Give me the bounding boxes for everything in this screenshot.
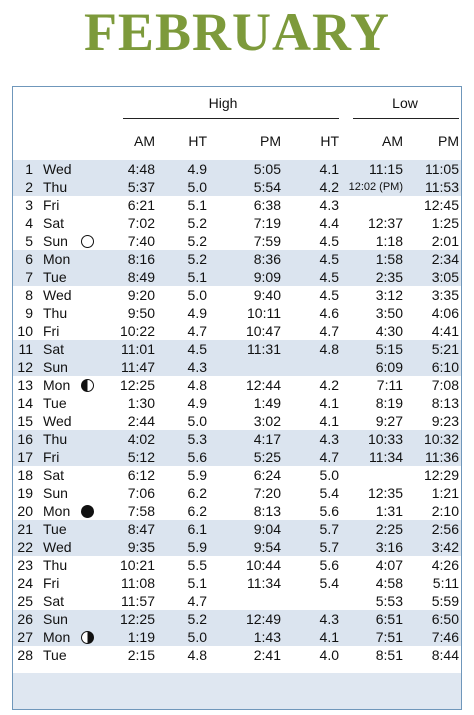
low-tide-am: 5:53: [375, 593, 403, 609]
low-tide-pm: 4:06: [431, 305, 459, 321]
low-tide-pm: 2:01: [431, 233, 459, 249]
first-moon-icon: [81, 631, 94, 644]
high-tide-pm-height: 4.7: [319, 323, 339, 339]
table-row: [13, 232, 461, 250]
col-high-am-ht: HT: [188, 133, 207, 149]
high-tide-am: 6:12: [127, 467, 155, 483]
high-tide-am-height: 5.2: [187, 251, 207, 267]
low-tide-am: 6:51: [375, 611, 403, 627]
low-tide-am: 2:25: [375, 521, 403, 537]
row-day: 5: [25, 233, 33, 249]
high-tide-pm: 9:09: [253, 269, 281, 285]
row-day: 22: [17, 539, 33, 555]
low-tide-am: 3:50: [375, 305, 403, 321]
col-low-am: AM: [382, 133, 403, 149]
table-row: [13, 160, 461, 178]
new-moon-icon: [81, 505, 94, 518]
high-tide-am: 4:02: [127, 431, 155, 447]
row-day: 13: [17, 377, 33, 393]
row-weekday: Mon: [43, 629, 71, 645]
high-tide-pm: 7:59: [253, 233, 281, 249]
row-weekday: Sun: [43, 359, 68, 375]
row-day: 4: [25, 215, 33, 231]
row-weekday: Sat: [43, 593, 65, 609]
high-tide-am-height: 5.2: [187, 215, 207, 231]
table-row: [13, 358, 461, 376]
low-tide-am: 7:11: [376, 377, 403, 393]
high-tide-am: 8:49: [127, 269, 155, 285]
high-tide-am: 9:20: [127, 287, 155, 303]
table-row: [13, 520, 461, 538]
high-group-header: High: [208, 95, 238, 111]
high-tide-pm: 10:47: [245, 323, 281, 339]
low-tide-pm: 11:05: [425, 161, 459, 177]
high-tide-am: 11:08: [121, 575, 155, 591]
high-tide-am-height: 5.5: [187, 557, 207, 573]
high-tide-am-height: 5.1: [187, 269, 207, 285]
row-weekday: Mon: [43, 377, 71, 393]
high-tide-pm: 9:04: [253, 521, 281, 537]
table-row: [13, 340, 461, 358]
low-tide-am: 3:16: [375, 539, 403, 555]
low-tide-pm: 5:11: [432, 575, 459, 591]
high-tide-pm: 6:24: [253, 467, 281, 483]
low-tide-pm: 9:23: [431, 413, 459, 429]
low-tide-pm: 6:50: [431, 611, 459, 627]
high-tide-pm: 5:05: [253, 161, 281, 177]
row-day: 15: [17, 413, 33, 429]
high-tide-am-height: 5.0: [187, 629, 207, 645]
high-tide-am: 8:16: [127, 251, 155, 267]
row-day: 26: [17, 611, 33, 627]
row-day: 11: [18, 341, 33, 357]
low-tide-am: 5:15: [375, 341, 403, 357]
col-low-pm: PM: [438, 133, 459, 149]
high-tide-pm: 4:17: [253, 431, 281, 447]
low-tide-pm: 2:56: [431, 521, 459, 537]
row-day: 7: [25, 269, 33, 285]
high-tide-am: 1:30: [127, 395, 155, 411]
row-weekday: Sun: [43, 485, 68, 501]
high-tide-am-height: 4.9: [187, 305, 207, 321]
high-tide-pm-height: 4.6: [319, 305, 339, 321]
row-weekday: Fri: [43, 323, 60, 339]
high-tide-pm-height: 4.5: [319, 287, 339, 303]
row-day: 17: [17, 449, 33, 465]
high-tide-am: 12:25: [119, 611, 155, 627]
low-group-header: Low: [392, 95, 418, 111]
last-moon-icon: [81, 379, 94, 392]
table-row: [13, 502, 461, 520]
high-tide-am: 8:47: [127, 521, 155, 537]
row-weekday: Sun: [43, 233, 68, 249]
high-tide-am: 11:47: [121, 359, 155, 375]
high-tide-pm: 10:11: [247, 305, 281, 321]
row-day: 9: [25, 305, 33, 321]
high-tide-am: 7:02: [127, 215, 155, 231]
high-tide-pm-height: 5.6: [319, 557, 339, 573]
row-day: 19: [17, 485, 33, 501]
row-weekday: Fri: [43, 575, 60, 591]
high-tide-am: 1:19: [127, 629, 155, 645]
low-tide-pm: 3:05: [431, 269, 459, 285]
high-tide-am-height: 6.1: [187, 521, 207, 537]
high-tide-pm: 10:44: [245, 557, 281, 573]
high-tide-pm-height: 5.4: [319, 575, 339, 591]
low-tide-am: 9:27: [375, 413, 403, 429]
high-tide-pm-height: 4.4: [319, 215, 339, 231]
table-row: [13, 646, 461, 664]
high-tide-am-height: 5.9: [187, 467, 207, 483]
low-tide-am: 6:09: [375, 359, 403, 375]
table-row: [13, 250, 461, 268]
high-tide-am: 7:06: [127, 485, 155, 501]
high-tide-pm-height: 4.3: [319, 197, 339, 213]
low-tide-am: 1:18: [375, 233, 403, 249]
row-day: 6: [25, 251, 33, 267]
row-weekday: Thu: [43, 431, 68, 447]
table-row: [13, 286, 461, 304]
low-tide-pm: 2:34: [431, 251, 459, 267]
high-tide-am-height: 5.0: [187, 413, 207, 429]
high-tide-am: 10:22: [119, 323, 155, 339]
low-tide-am: 7:51: [375, 629, 403, 645]
high-tide-am: 4:48: [127, 161, 155, 177]
low-tide-am: 10:33: [367, 431, 403, 447]
low-tide-pm: 3:35: [431, 287, 459, 303]
row-weekday: Tue: [43, 521, 67, 537]
table-row: [13, 610, 461, 628]
low-tide-am: 12:35: [367, 485, 403, 501]
row-weekday: Wed: [43, 161, 72, 177]
low-tide-am: 2:35: [375, 269, 403, 285]
high-tide-pm: 1:49: [253, 395, 281, 411]
full-moon-icon: [81, 235, 94, 248]
tide-table: [12, 86, 462, 710]
high-tide-am: 9:50: [127, 305, 155, 321]
high-tide-am-height: 4.8: [187, 377, 207, 393]
low-tide-am: 8:19: [375, 395, 403, 411]
low-tide-pm: 6:10: [431, 359, 459, 375]
high-tide-pm-height: 4.2: [319, 179, 339, 195]
page-title: FEBRUARY: [83, 2, 391, 62]
high-tide-pm: 5:25: [253, 449, 281, 465]
table-row: [13, 430, 461, 448]
table-row: [13, 538, 461, 556]
table-row: [13, 412, 461, 430]
high-tide-pm: 12:44: [245, 377, 281, 393]
high-tide-am: 5:37: [127, 179, 155, 195]
table-row: [13, 178, 461, 196]
high-tide-pm-height: 4.5: [319, 251, 339, 267]
low-tide-pm: 11:53: [425, 179, 459, 195]
row-day: 16: [17, 431, 33, 447]
table-row: [13, 592, 461, 610]
low-tide-pm: 11:36: [425, 449, 459, 465]
row-weekday: Thu: [43, 557, 68, 573]
high-tide-am: 7:40: [127, 233, 155, 249]
row-day: 18: [17, 467, 33, 483]
row-weekday: Sat: [43, 467, 65, 483]
high-tide-pm: 8:36: [253, 251, 281, 267]
high-tide-am: 2:44: [127, 413, 155, 429]
high-divider: [123, 118, 339, 119]
high-tide-am: 6:21: [127, 197, 155, 213]
high-tide-pm-height: 5.7: [319, 539, 339, 555]
row-day: 3: [25, 197, 33, 213]
table-row: [13, 304, 461, 322]
high-tide-pm-height: 5.6: [319, 503, 339, 519]
row-weekday: Mon: [43, 503, 71, 519]
high-tide-pm: 6:38: [253, 197, 281, 213]
low-tide-am: 4:30: [375, 323, 403, 339]
high-tide-pm: 11:34: [247, 575, 281, 591]
high-tide-pm: 12:49: [245, 611, 281, 627]
low-tide-pm: 3:42: [431, 539, 459, 555]
table-row: [13, 394, 461, 412]
low-tide-pm: 5:59: [431, 593, 459, 609]
row-weekday: Fri: [43, 449, 60, 465]
col-high-pm-ht: HT: [320, 133, 339, 149]
high-tide-am-height: 4.8: [187, 647, 207, 663]
row-weekday: Wed: [43, 539, 72, 555]
row-day: 20: [17, 503, 33, 519]
low-tide-am: 12:37: [367, 215, 403, 231]
high-tide-pm: 9:54: [253, 539, 281, 555]
high-tide-pm-height: 4.2: [319, 377, 339, 393]
high-tide-pm-height: 4.1: [319, 161, 339, 177]
high-tide-am: 9:35: [127, 539, 155, 555]
high-tide-pm: 3:02: [253, 413, 281, 429]
col-high-pm: PM: [260, 133, 281, 149]
low-tide-pm: 12:45: [423, 197, 459, 213]
row-weekday: Tue: [43, 395, 67, 411]
row-day: 8: [25, 287, 33, 303]
low-tide-pm: 7:46: [431, 629, 459, 645]
row-day: 1: [25, 161, 33, 177]
high-tide-am-height: 4.7: [187, 323, 207, 339]
high-tide-pm-height: 5.0: [319, 467, 339, 483]
low-tide-pm: 1:25: [431, 215, 459, 231]
high-tide-am: 2:15: [127, 647, 155, 663]
row-weekday: Sat: [43, 215, 65, 231]
high-tide-am-height: 6.2: [187, 503, 207, 519]
row-day: 25: [17, 593, 33, 609]
low-tide-am: 11:15: [369, 161, 403, 177]
table-row: [13, 196, 461, 214]
high-tide-pm-height: 4.0: [319, 647, 339, 663]
low-tide-am: 4:07: [375, 557, 403, 573]
high-tide-pm: 7:20: [253, 485, 281, 501]
table-row: [13, 376, 461, 394]
high-tide-am-height: 5.3: [187, 431, 207, 447]
high-tide-pm-height: 4.1: [319, 413, 339, 429]
footer-band: [13, 673, 461, 709]
high-tide-am: 7:58: [127, 503, 155, 519]
low-tide-am: 1:58: [375, 251, 403, 267]
row-weekday: Sat: [43, 341, 65, 357]
low-divider: [353, 118, 459, 119]
high-tide-pm: 9:40: [253, 287, 281, 303]
row-day: 14: [17, 395, 33, 411]
row-weekday: Tue: [43, 647, 67, 663]
high-tide-pm-height: 4.5: [319, 269, 339, 285]
high-tide-pm: 7:19: [253, 215, 281, 231]
high-tide-am-height: 6.2: [187, 485, 207, 501]
high-tide-pm: 11:31: [247, 341, 281, 357]
high-tide-am: 11:01: [121, 341, 155, 357]
high-tide-am-height: 4.5: [187, 341, 207, 357]
high-tide-pm-height: 4.3: [319, 611, 339, 627]
high-tide-pm: 5:54: [253, 179, 281, 195]
table-row: [13, 574, 461, 592]
high-tide-pm: 2:41: [253, 647, 281, 663]
low-tide-am: 4:58: [375, 575, 403, 591]
table-row: [13, 268, 461, 286]
low-tide-am: 3:12: [375, 287, 403, 303]
high-tide-pm-height: 4.1: [319, 395, 339, 411]
row-weekday: Sun: [43, 611, 68, 627]
high-tide-am-height: 4.7: [187, 593, 207, 609]
low-tide-pm: 4:41: [431, 323, 459, 339]
row-weekday: Wed: [43, 413, 72, 429]
high-tide-am-height: 5.6: [187, 449, 207, 465]
low-tide-am: 11:34: [369, 449, 403, 465]
low-tide-pm: 4:26: [431, 557, 459, 573]
high-tide-am-height: 5.2: [187, 611, 207, 627]
high-tide-pm-height: 5.4: [319, 485, 339, 501]
row-day: 28: [17, 647, 33, 663]
low-tide-pm: 7:08: [431, 377, 459, 393]
row-day: 23: [17, 557, 33, 573]
low-tide-am: 1:31: [375, 503, 403, 519]
high-tide-am-height: 5.1: [187, 197, 207, 213]
row-weekday: Thu: [43, 305, 68, 321]
low-tide-pm: 12:29: [423, 467, 459, 483]
low-tide-pm: 5:21: [431, 341, 459, 357]
high-tide-am-height: 4.3: [187, 359, 207, 375]
high-tide-am: 11:57: [121, 593, 155, 609]
row-weekday: Tue: [43, 269, 67, 285]
high-tide-am: 12:25: [119, 377, 155, 393]
high-tide-pm-height: 4.8: [319, 341, 339, 357]
high-tide-am-height: 5.9: [187, 539, 207, 555]
row-day: 24: [17, 575, 33, 591]
table-row: [13, 214, 461, 232]
high-tide-pm: 8:13: [253, 503, 281, 519]
low-tide-pm: 2:10: [431, 503, 459, 519]
low-tide-pm: 8:44: [431, 647, 459, 663]
high-tide-am: 5:12: [127, 449, 155, 465]
low-tide-pm: 10:32: [423, 431, 459, 447]
high-tide-pm-height: 4.1: [319, 629, 339, 645]
row-day: 12: [17, 359, 33, 375]
high-tide-pm-height: 4.7: [319, 449, 339, 465]
table-row: [13, 556, 461, 574]
high-tide-pm-height: 4.3: [319, 431, 339, 447]
table-row: [13, 322, 461, 340]
high-tide-am-height: 4.9: [187, 161, 207, 177]
low-tide-pm: 1:21: [431, 485, 459, 501]
low-tide-am: 8:51: [375, 647, 403, 663]
high-tide-am: 10:21: [119, 557, 155, 573]
row-weekday: Wed: [43, 287, 72, 303]
table-row: [13, 448, 461, 466]
high-tide-am-height: 5.2: [187, 233, 207, 249]
row-day: 27: [17, 629, 33, 645]
high-tide-am-height: 4.9: [187, 395, 207, 411]
row-weekday: Mon: [43, 251, 71, 267]
table-row: [13, 466, 461, 484]
table-row: [13, 628, 461, 646]
high-tide-am-height: 5.0: [187, 287, 207, 303]
high-tide-am-height: 5.1: [187, 575, 207, 591]
col-high-am: AM: [134, 133, 155, 149]
high-tide-pm-height: 5.7: [319, 521, 339, 537]
high-tide-am-height: 5.0: [187, 179, 207, 195]
row-day: 2: [25, 179, 33, 195]
row-weekday: Thu: [43, 179, 68, 195]
high-tide-pm: 1:43: [253, 629, 281, 645]
high-tide-pm-height: 4.5: [319, 233, 339, 249]
low-tide-am: 12:02 (PM): [348, 181, 403, 193]
low-tide-pm: 8:13: [431, 395, 459, 411]
row-day: 10: [17, 323, 33, 339]
row-weekday: Fri: [43, 197, 60, 213]
table-row: [13, 484, 461, 502]
row-day: 21: [17, 521, 33, 537]
